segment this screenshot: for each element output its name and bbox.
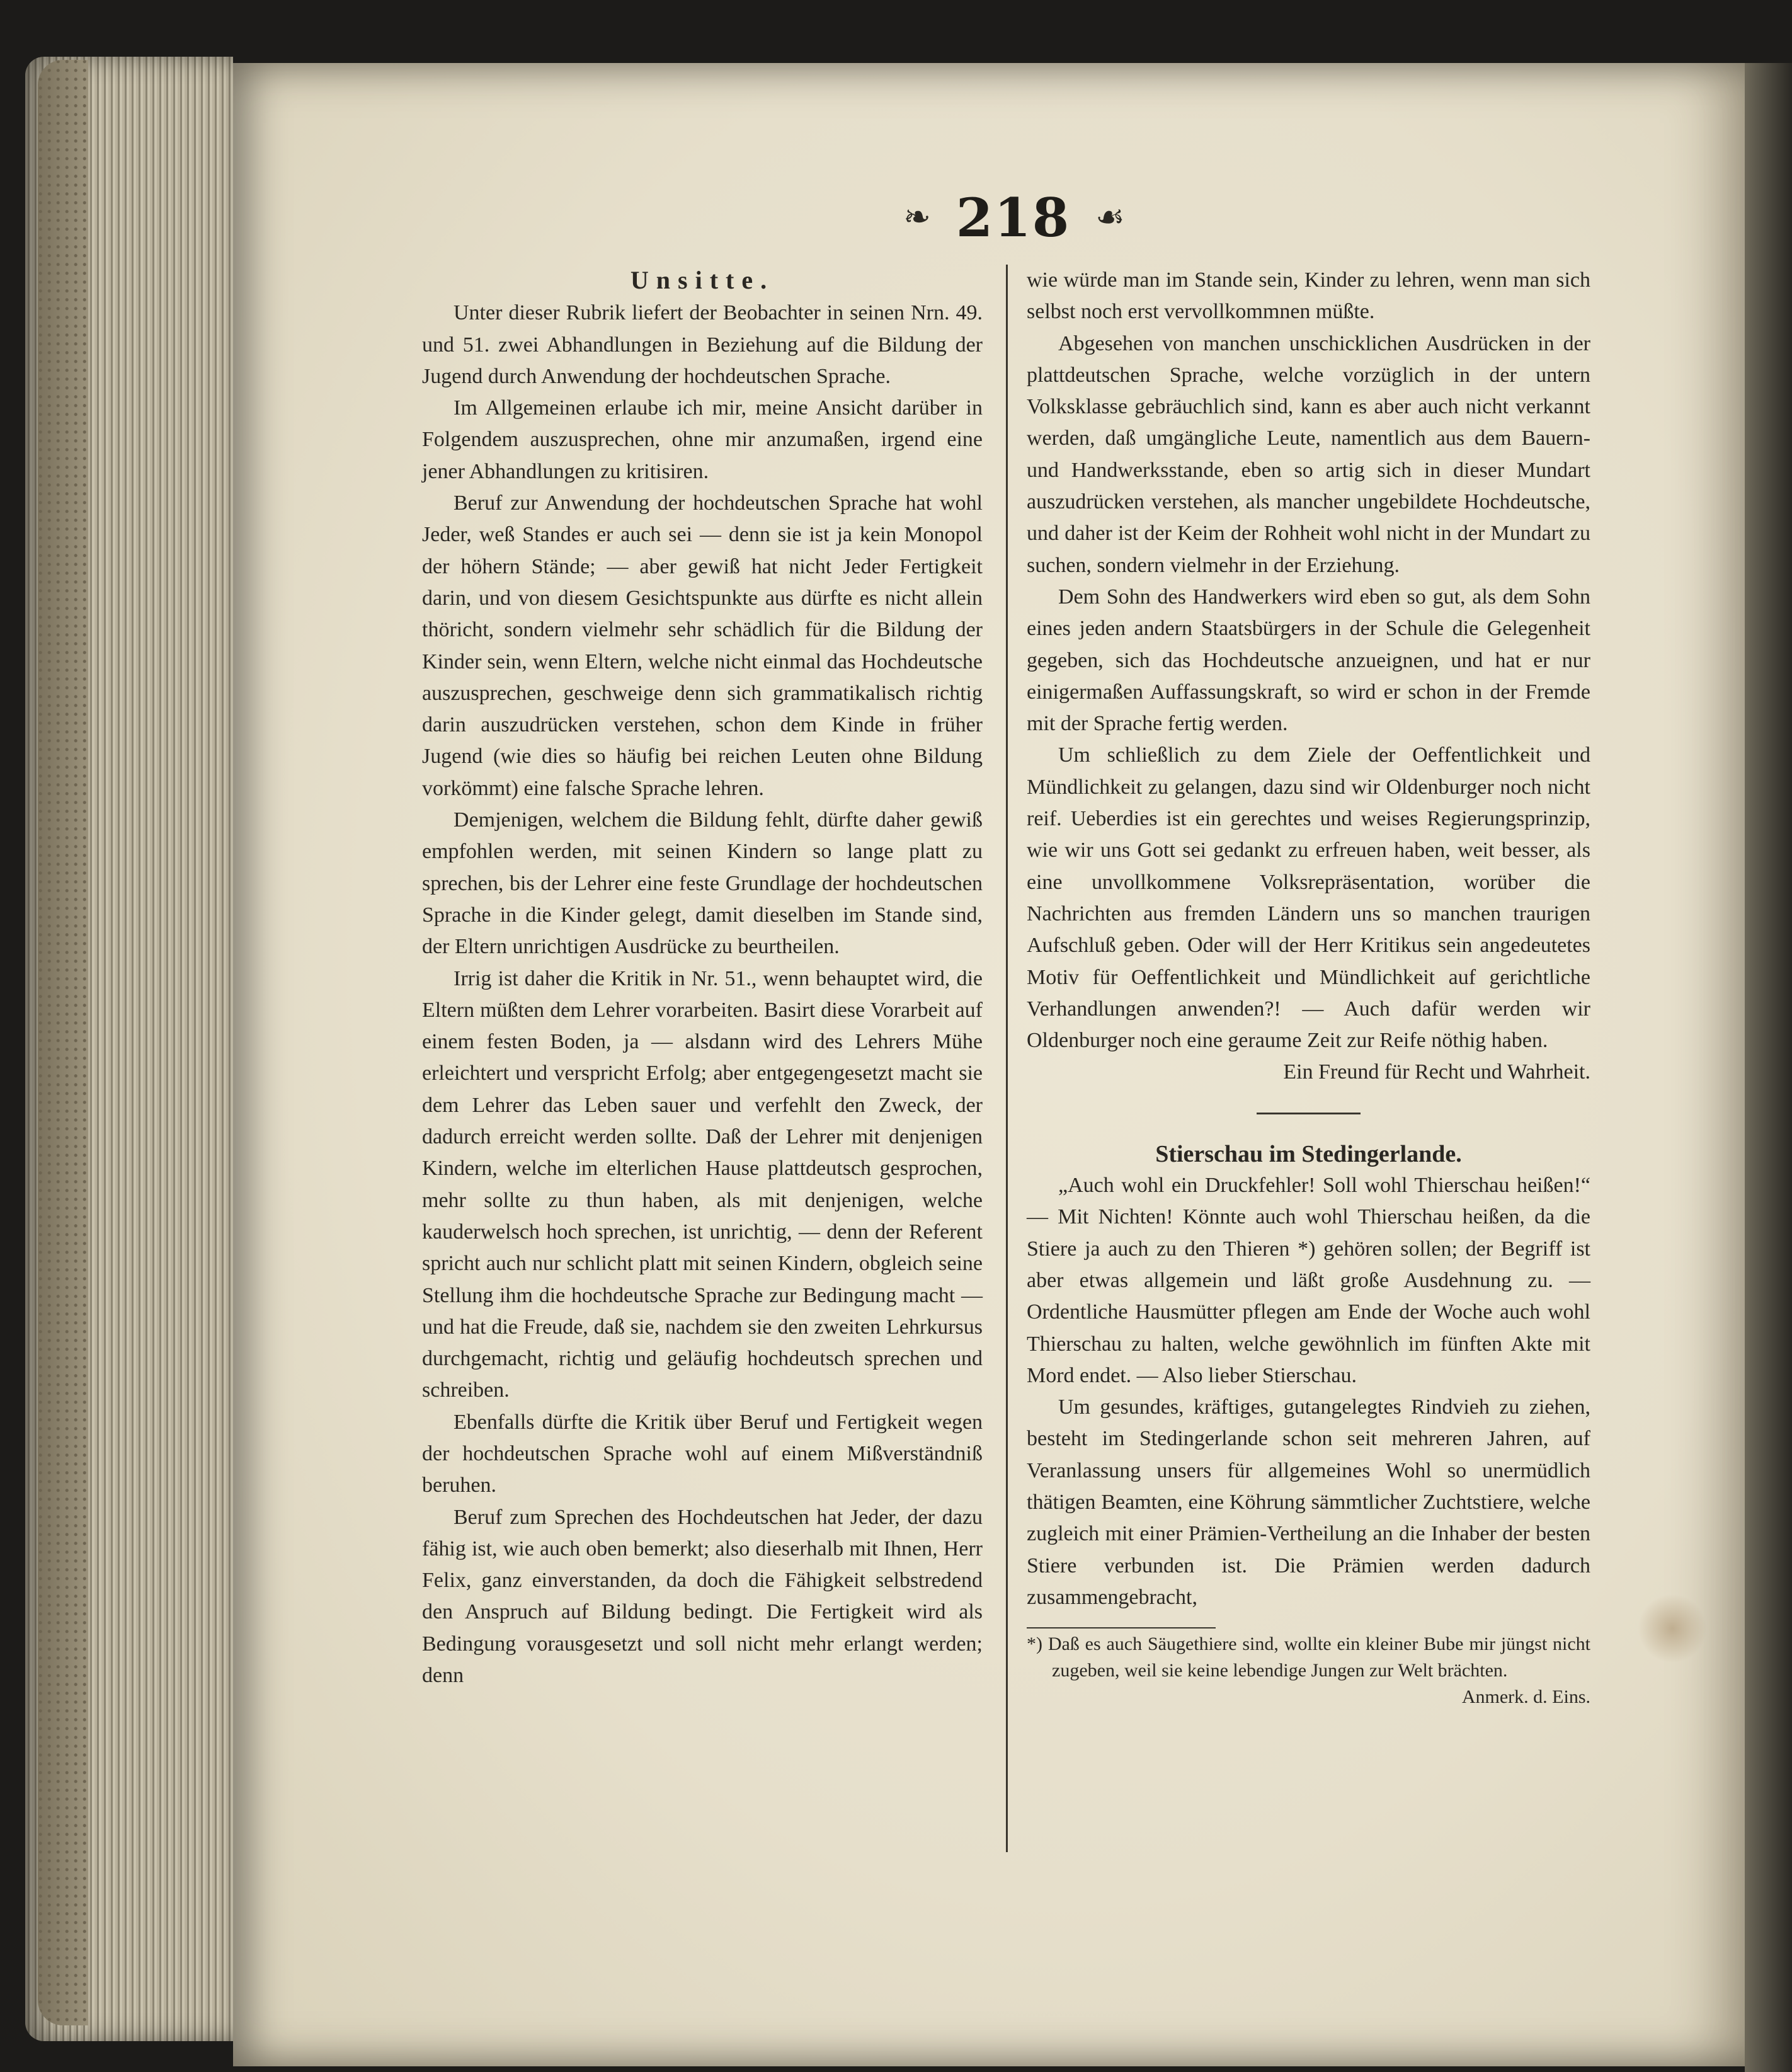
paragraph: Beruf zum Sprechen des Hochdeutschen hat Jeder, der dazu fähig ist, wie auch oben bemerkt; also dieserhalb mit Ihnen, Herr Felix, ganz einverstanden, da doch die Fähigkeit selbstredend den Anspruch auf Bildung bedingt. Die Fertigkeit wird als Bedingung vorausgesetzt und soll nicht mehr erlangt werden; denn <box>422 1505 983 1688</box>
paragraph: Um schließlich zu dem Ziele der Oeffentlichkeit und Mündlichkeit zu gelangen, dazu sind wir Oldenburger noch nicht reif. Ueberdies ist ein gerechtes und weises Regierungsprinzip, wie wir uns Gott sei gedankt zu erfreuen haben, weit besser, als eine unvollkommene Volksrepräsentation, worüber die Nachrichten aus fremden Ländern uns so manchen traurigen Aufschluß geben. Oder will der Herr Kritikus sein angedeutetes Motiv für Oeffentlichkeit und Mündlichkeit auf gerichtliche Verhandlungen anwenden?! — Auch dafür werden wir Oldenburger noch eine geraume Zeit zur Reife nöthig haben. <box>1027 743 1590 1053</box>
ornament-right-icon: ☙ <box>1095 198 1125 236</box>
paragraph: wie würde man im Stande sein, Kinder zu lehren, wenn man sich selbst noch erst vervollkommnen müßte. <box>1027 268 1590 324</box>
paper-stain <box>1638 1594 1707 1663</box>
paragraph: Unter dieser Rubrik liefert der Beobachter in seinen Nrn. 49. und 51. zwei Abhandlungen in Beziehung auf die Bildung der Jugend durch Anwendung der hochdeutschen Sprache. <box>422 301 983 388</box>
book-cover-edge <box>38 60 88 2025</box>
footnote-signature: Anmerk. d. Eins. <box>1461 1686 1590 1708</box>
paragraph: Abgesehen von manchen unschicklichen Ausdrücken in der plattdeutschen Sprache, welche vorzüglich in der untern Volksklasse gebräuchlich sind, kann es aber auch nicht verkannt werden, daß umgängliche Leute, namentlich aus dem Bauern- und Handwerksstande, eben so artig sich in dieser Mundart auszudrücken verstehen, als mancher ungebildete Hochdeutsche, und daher ist der Keim der Rohheit wohl nicht in der Mundart zu suchen, sondern vielmehr in der Erziehung. <box>1027 331 1590 577</box>
paragraph: Irrig ist daher die Kritik in Nr. 51., wenn behauptet wird, die Eltern müßten dem Lehrer vorarbeiten. Basirt diese Vorarbeit auf einem festen Boden, ja — alsdann wird des Lehrers Mühe erleichtert und verspricht Erfolg; aber entgegengesetzt macht sie dem Lehrer das Leben sauer und verfehlt den Zweck, der dadurch erreicht werden sollte. Daß der Lehrer mit denjenigen Kindern, welche im elterlichen Hause plattdeutsch gesprochen, mehr sollte zu thun haben, als mit denjenigen, welche kauderwelsch hoch sprechen, ist unrichtig, — denn der Referent spricht auch nur schlicht platt mit seinen Kindern, obgleich seine Stellung ihm die hochdeutsche Sprache zur Bedingung macht — und hat die Freude, daß sie, nachdem sie den zweiten Lehrkursus durchgemacht, richtig und geläufig hochdeutsch sprechen und schreiben. <box>422 966 983 1402</box>
article-title-2: Stierschau im Stedingerlande. <box>1155 1140 1462 1167</box>
section-separator <box>1257 1113 1361 1114</box>
paragraph: Im Allgemeinen erlaube ich mir, meine Ansicht darüber in Folgendem auszusprechen, ohne mir anzumaßen, irgend eine jener Abhandlungen zu kritisiren. <box>422 396 983 483</box>
paragraph: Dem Sohn des Handwerkers wird eben so gut, als dem Sohn eines jeden andern Staatsbürgers in der Schule die Gelegenheit gegeben, sich das Hochdeutsche anzueignen, und hat er nur einigermaßen Auffassungskraft, so wird er schon in der Fremde mit der Sprache fertig werden. <box>1027 585 1590 736</box>
right-column <box>1027 265 1590 1710</box>
paragraph: „Auch wohl ein Druckfehler! Soll wohl Thierschau heißen!“ — Mit Nichten! Könnte auch wohl Thierschau heißen, da die Stiere ja auch zu den Thieren *) gehören sollen; der Begriff ist aber etwas allgemein und läßt große Ausdehnung zu. — Ordentliche Hausmütter pflegen am Ende der Woche auch wohl Thierschau zu halten, welche gewöhnlich im fünften Akte mit Mord endet. — Also lieber Stierschau. <box>1027 1174 1590 1387</box>
signature: Ein Freund für Recht und Wahrheit. <box>1283 1060 1590 1084</box>
column-divider <box>1006 265 1008 1852</box>
paragraph: Beruf zur Anwendung der hochdeutschen Sprache hat wohl Jeder, weß Standes er auch sei — denn sie ist ja kein Monopol der höhern Stände; — aber gewiß hat nicht Jeder Fertigkeit darin, und von diesem Gesichtspunkte aus dürfte es nicht allein thöricht, sondern vielmehr sehr schädlich für die Bildung der Kinder sein, wenn Eltern, welche nicht einmal das Hochdeutsche auszusprechen, geschweige denn sich grammatikalisch richtig darin auszudrücken verstehen, schon dem Kinde in früher Jugend (wie dies so häufig bei reichen Leuten ohne Bildung vorkömmt) eine falsche Sprache lehren. <box>422 491 983 800</box>
gutter-shadow <box>1745 63 1792 2072</box>
footnote: *) Daß es auch Säugethiere sind, wollte ein kleiner Bube mir jüngst nicht zugeben, weil sie keine lebendige Jungen zur Welt brächten. <box>1027 1634 1590 1681</box>
ornament-left-icon: ❧ <box>903 198 931 236</box>
paragraph: Um gesundes, kräftiges, gutangelegtes Rindvieh zu ziehen, besteht im Stedingerlande schon seit mehreren Jahren, auf Veranlassung unsers für allgemeines Wohl so unermüdlich thätigen Beamten, eine Köhrung sämmtlicher Zuchtstiere, welche zugleich mit einer Prämien-Vertheilung an die Inhaber der besten Stiere verbunden ist. Die Prämien werden dadurch zusammengebracht, <box>1027 1395 1590 1609</box>
paragraph: Ebenfalls dürfte die Kritik über Beruf und Fertigkeit wegen der hochdeutschen Sprache wohl auf einem Mißverständniß beruhen. <box>422 1410 983 1497</box>
page-number: 218 <box>956 186 1071 249</box>
footnote-rule <box>1027 1627 1216 1628</box>
page-header <box>857 186 1172 249</box>
article-title: Unsitte. <box>630 266 775 294</box>
left-column <box>422 265 983 1691</box>
paragraph: Demjenigen, welchem die Bildung fehlt, dürfte daher gewiß empfohlen werden, mit seinen Kindern so lange platt zu sprechen, bis der Lehrer eine feste Grundlage der hochdeutschen Sprache in die Kinder gelegt, damit dieselben im Stande sind, der Eltern unrichtigen Ausdrücke zu beurtheilen. <box>422 808 983 959</box>
